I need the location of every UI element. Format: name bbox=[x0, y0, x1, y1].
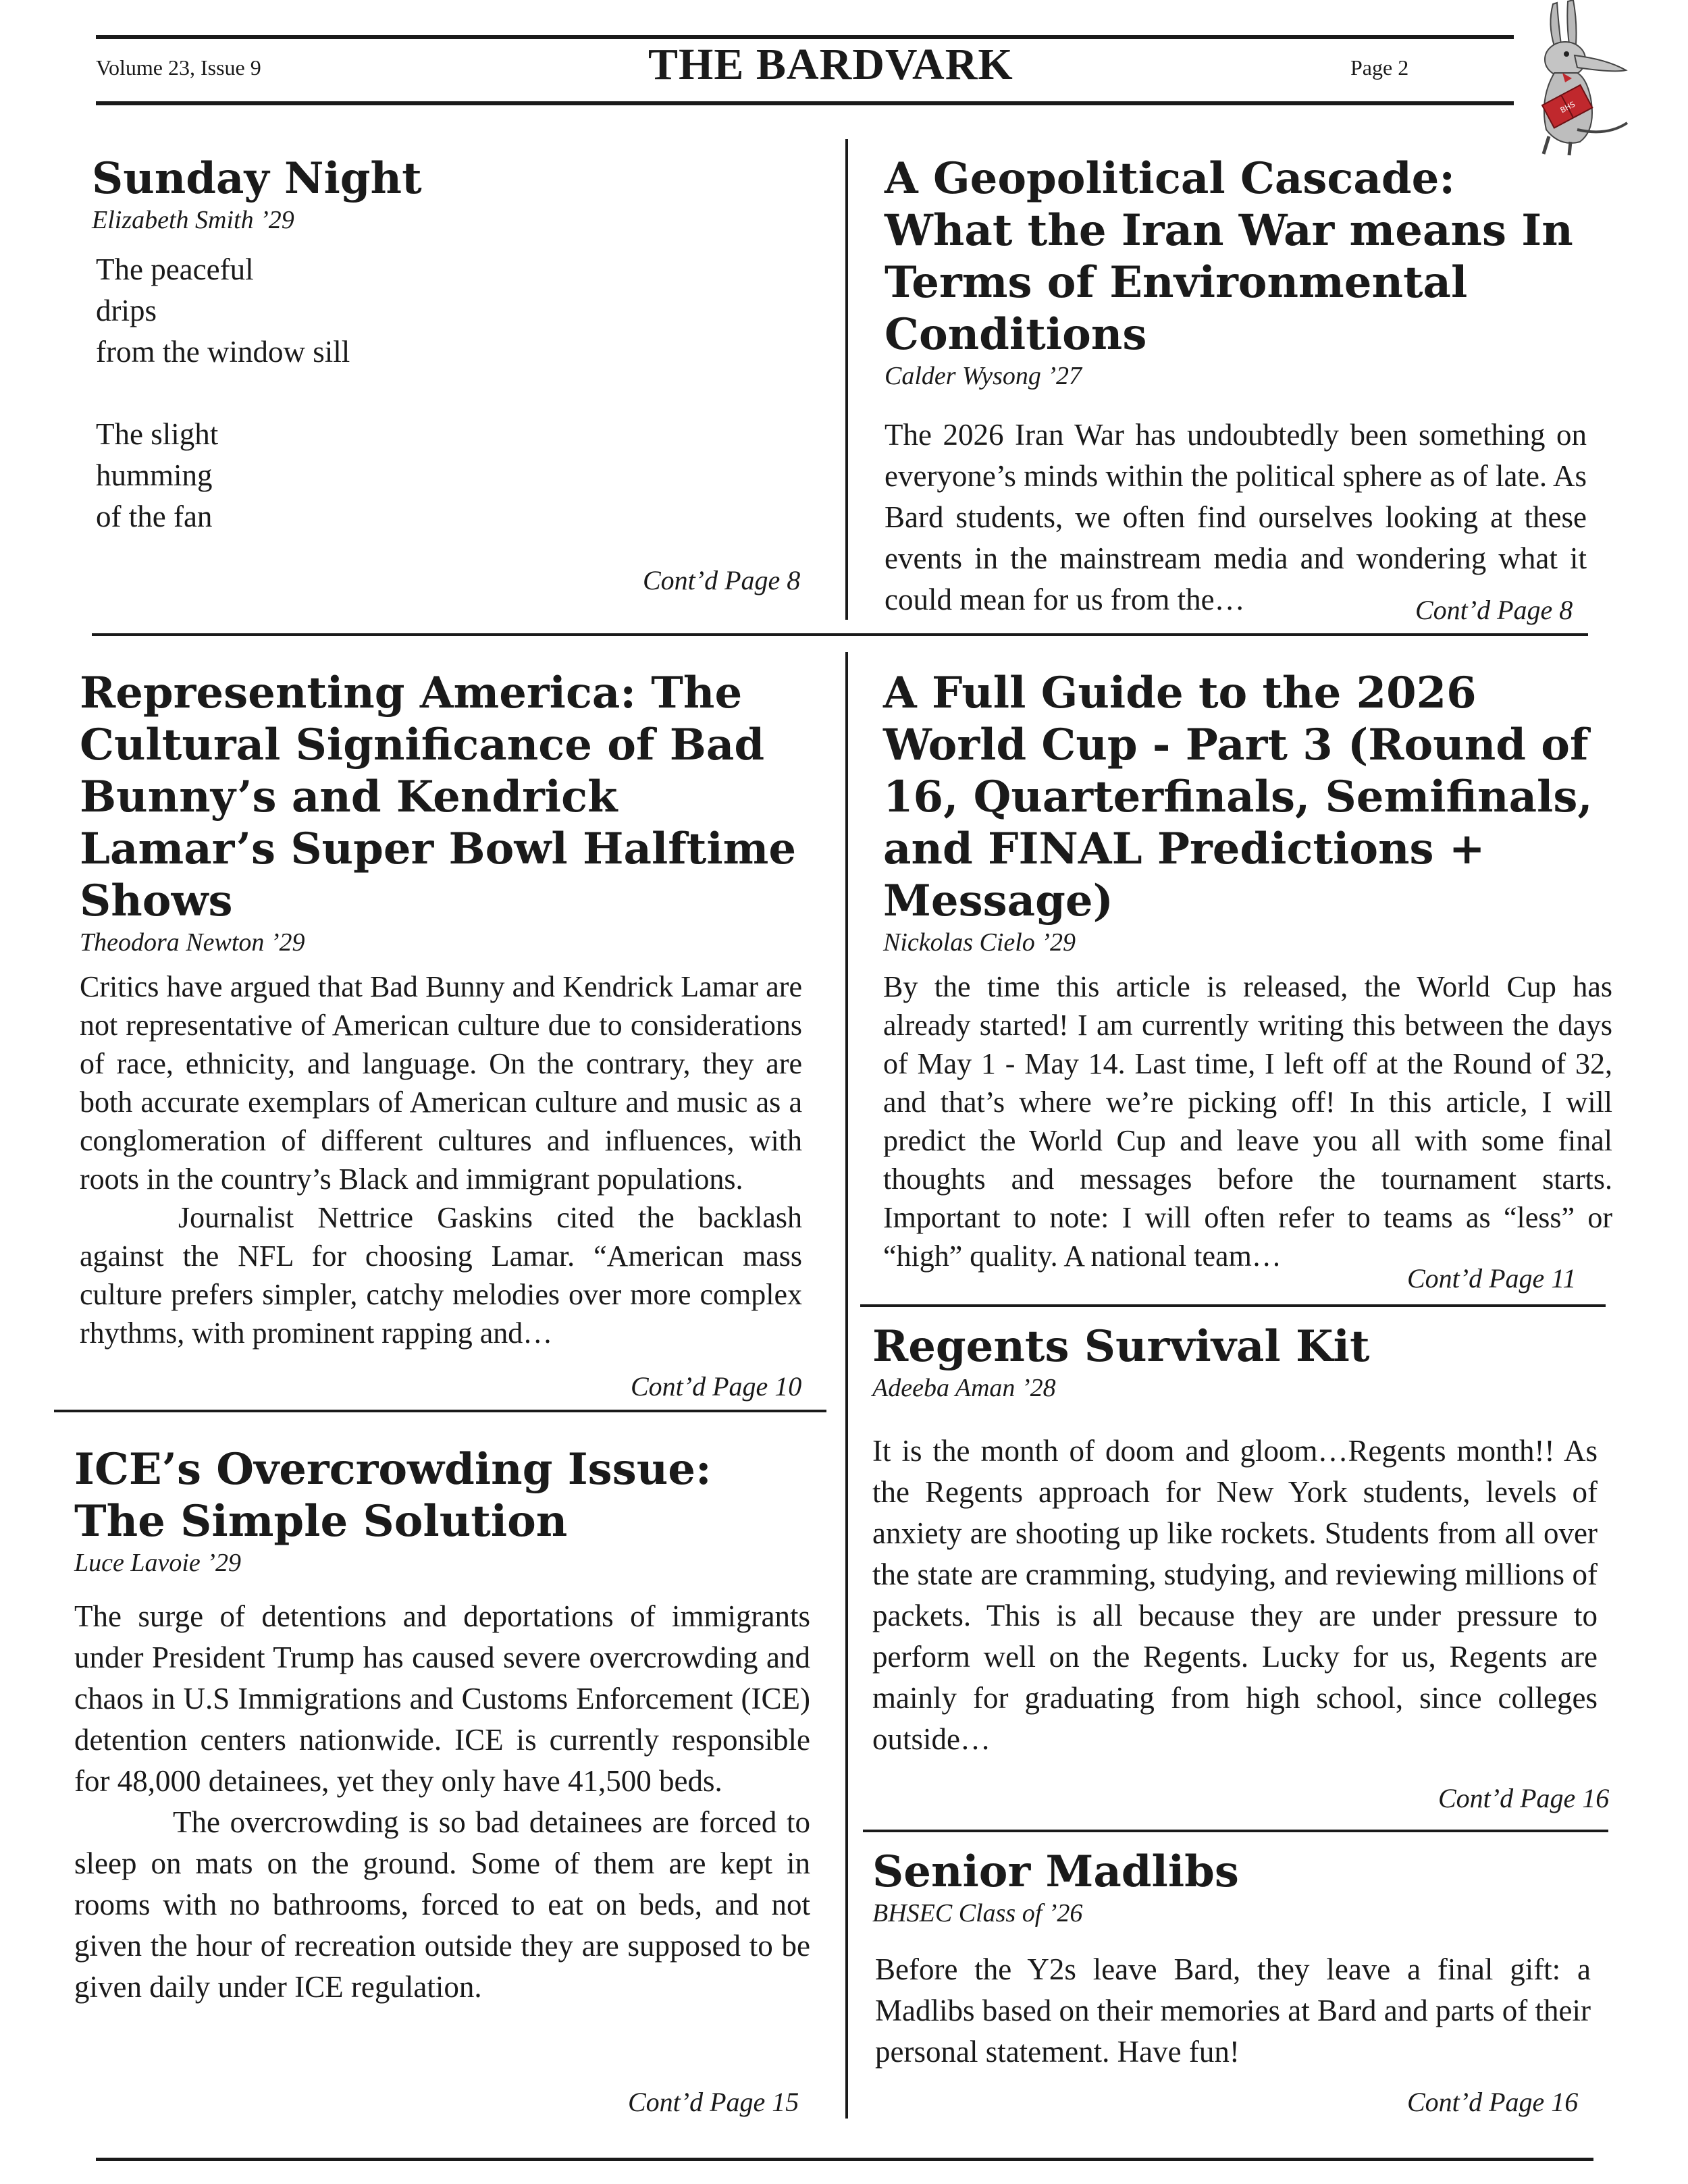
footer-rule bbox=[96, 2158, 1593, 2161]
article-paragraph: Journalist Nettrice Gaskins cited the backlash against the NFL for choosing Lamar. “American mass culture prefers simpler, catchy melodies over more complex rhythms, with prominent rapping and… bbox=[80, 1201, 802, 1350]
continued-link[interactable]: Cont’d Page 8 bbox=[1415, 595, 1573, 625]
article-title: A Geopolitical Cascade: What the Iran War means In Terms of Environmental Conditions bbox=[885, 153, 1573, 360]
poem-line: The slight bbox=[96, 417, 219, 451]
article-senior-madlibs bbox=[872, 1846, 1602, 2073]
continued-link[interactable]: Cont’d Page 16 bbox=[1407, 2087, 1579, 2117]
aardvark-reading-icon bbox=[1512, 0, 1634, 157]
article-ice-overcrowding bbox=[74, 1443, 810, 2008]
article-body bbox=[74, 1596, 810, 2008]
article-paragraph: Critics have argued that Bad Bunny and Kendrick Lamar are not representative of American culture due to considerations of race, ethnicity, and language. On the contrary, they are both accurate exemplars of American culture and music as a conglomeration of different cultures and influences, with roots in the country’s Black and immigrant populations. bbox=[80, 970, 802, 1196]
article-byline: Elizabeth Smith ’29 bbox=[92, 206, 294, 234]
article-title: ICE’s Overcrowding Issue: The Simple Solution bbox=[74, 1444, 712, 1547]
poem-line: of the fan bbox=[96, 500, 213, 533]
column-divider-top bbox=[845, 139, 848, 620]
continued-link[interactable]: Cont’d Page 8 bbox=[643, 565, 801, 595]
poem-line: drips bbox=[96, 294, 157, 327]
article-halftime-shows bbox=[80, 667, 802, 1352]
article-paragraph: The surge of detentions and deportations of immigrants under President Trump has caused severe overcrowding and chaos in U.S Immigrations and Customs Enforcement (ICE) detention centers nationwide. ICE is currently responsible for 48,000 detainees, yet they only have 41,500 beds. bbox=[74, 1599, 810, 1798]
poem-line: humming bbox=[96, 458, 213, 492]
continued-link[interactable]: Cont’d Page 16 bbox=[1438, 1783, 1610, 1813]
article-body: It is the month of doom and gloom…Regents month!! As the Regents approach for New York students, levels of anxiety are shooting up like rockets. Students from all over the state are cramming, studying, and reviewing millions of packets. This is all because they are under pressure to perform well on the Regents. Lucky for us, Regents are mainly for graduating from high school, since colleges outside… bbox=[872, 1434, 1598, 1756]
masthead-rule-bottom bbox=[96, 101, 1514, 105]
article-regents bbox=[872, 1321, 1598, 1760]
continued-link[interactable]: Cont’d Page 11 bbox=[1407, 1263, 1577, 1294]
newspaper-title: THE BARDVARK bbox=[648, 40, 1013, 89]
article-body bbox=[80, 967, 802, 1352]
article-title: Regents Survival Kit bbox=[872, 1321, 1370, 1372]
book-lettering: BHS bbox=[1558, 99, 1577, 115]
article-title: Representing America: The Cultural Significance of Bad Bunny’s and Kendrick Lamar’s Super Bowl Halftime Shows bbox=[80, 668, 797, 926]
article-body: Before the Y2s leave Bard, they leave a final gift: a Madlibs based on their memories at Bard and parts of their personal statement. Have fun! bbox=[875, 1952, 1591, 2069]
article-body: By the time this article is released, the World Cup has already started! I am currently writing this between the days of May 1 - May 14. Last time, I left off at the Round of 32, and that’s where we’re picking off! In this article, I will predict the World Cup and leave you all with some final thoughts and messages before the tournament starts. Important to note: I will often refer to teams as “less” or “high” quality. A national team… bbox=[883, 970, 1612, 1273]
poem-body bbox=[96, 249, 821, 537]
article-title: Sunday Night bbox=[92, 153, 422, 204]
article-byline: Adeeba Aman ’28 bbox=[872, 1374, 1056, 1402]
page-number: Page 2 bbox=[1350, 55, 1409, 80]
continued-link[interactable]: Cont’d Page 10 bbox=[631, 1371, 802, 1402]
article-title: A Full Guide to the 2026 World Cup - Part 3 (Round of 16, Quarterfinals, Semifinals, and FINAL Predictions + Message) bbox=[883, 668, 1593, 926]
section-rule-regents bbox=[863, 1830, 1608, 1832]
article-sunday-night bbox=[92, 153, 821, 537]
article-byline: Calder Wysong ’27 bbox=[885, 362, 1082, 390]
section-rule-america bbox=[54, 1410, 826, 1412]
article-byline: Luce Lavoie ’29 bbox=[74, 1549, 241, 1577]
poem-line: The peaceful bbox=[96, 252, 254, 286]
article-world-cup bbox=[883, 667, 1612, 1275]
section-rule-worldcup bbox=[860, 1304, 1606, 1307]
article-body: The 2026 Iran War has undoubtedly been something on everyone’s minds within the political sphere as of late. As Bard students, we often find ourselves looking at these events in the mainstream media and wondering what it could mean for us from the… bbox=[885, 418, 1587, 616]
article-iran-war bbox=[885, 153, 1587, 620]
column-divider-bottom bbox=[845, 652, 848, 2119]
section-rule-1 bbox=[92, 633, 1588, 636]
article-paragraph: The overcrowding is so bad detainees are forced to sleep on mats on the ground. Some of them are kept in rooms with no bathrooms, forced to eat on beds, and not given the hour of recreation outside they are supposed to be given daily under ICE regulation. bbox=[74, 1805, 810, 2004]
article-title: Senior Madlibs bbox=[872, 1846, 1239, 1897]
article-byline: Theodora Newton ’29 bbox=[80, 928, 305, 957]
issue-volume: Volume 23, Issue 9 bbox=[96, 55, 261, 80]
poem-line: from the window sill bbox=[96, 335, 350, 369]
article-byline: Nickolas Cielo ’29 bbox=[883, 928, 1076, 957]
continued-link[interactable]: Cont’d Page 15 bbox=[628, 2087, 799, 2117]
article-byline: BHSEC Class of ’26 bbox=[872, 1899, 1083, 1927]
